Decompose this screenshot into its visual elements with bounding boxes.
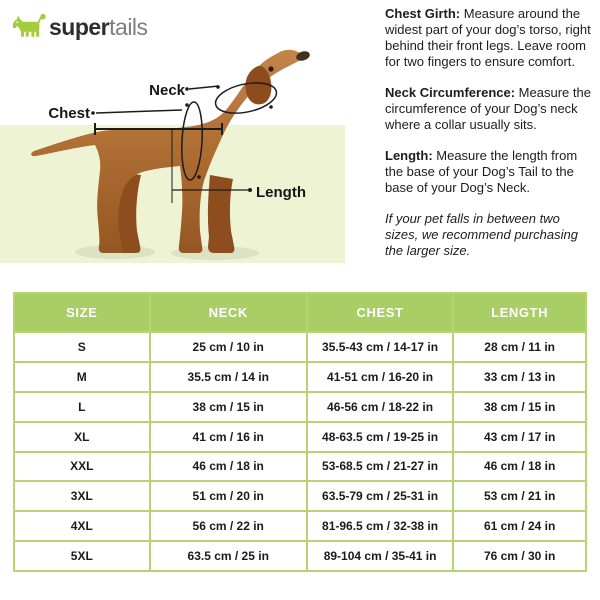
size-chart-table: [13, 292, 587, 572]
chest-girth-title: Chest Girth:: [385, 6, 461, 21]
table-row: [14, 511, 586, 541]
chest-cell: 63.5-79 cm / 25-31 in: [307, 481, 453, 511]
neck-cell: 38 cm / 15 in: [150, 392, 307, 422]
neck-circumference-title: Neck Circumference:: [385, 85, 516, 100]
size-cell: S: [14, 332, 150, 362]
size-cell: M: [14, 362, 150, 392]
neck-cell: 35.5 cm / 14 in: [150, 362, 307, 392]
size-cell: XXL: [14, 452, 150, 482]
header-size: SIZE: [14, 293, 150, 332]
length-cell: 46 cm / 18 in: [453, 452, 586, 482]
logo-word-tails: tails: [109, 13, 148, 40]
chest-cell: 35.5-43 cm / 14-17 in: [307, 332, 453, 362]
supertails-logo: [12, 12, 148, 42]
chest-label: Chest: [48, 105, 90, 122]
chest-cell: 48-63.5 cm / 19-25 in: [307, 422, 453, 452]
header-chest: CHEST: [307, 293, 453, 332]
size-cell: L: [14, 392, 150, 422]
length-cell: 38 cm / 15 in: [453, 392, 586, 422]
size-cell: 5XL: [14, 541, 150, 571]
chest-cell: 81-96.5 cm / 32-38 in: [307, 511, 453, 541]
neck-cell: 41 cm / 16 in: [150, 422, 307, 452]
table-header-row: [14, 293, 586, 332]
size-cell: XL: [14, 422, 150, 452]
neck-label: Neck: [149, 82, 185, 99]
neck-cell: 25 cm / 10 in: [150, 332, 307, 362]
table-row: [14, 481, 586, 511]
length-cell: 53 cm / 21 in: [453, 481, 586, 511]
header-neck: NECK: [150, 293, 307, 332]
table-row: [14, 452, 586, 482]
neck-cell: 56 cm / 22 in: [150, 511, 307, 541]
size-cell: 3XL: [14, 481, 150, 511]
size-cell: 4XL: [14, 511, 150, 541]
logo-wordmark: [49, 13, 148, 40]
length-cell: 61 cm / 24 in: [453, 511, 586, 541]
table-row: [14, 362, 586, 392]
table-row: [14, 332, 586, 362]
neck-circumference-text: Measure the circumference of your Dog’s neck where a collar usually sits.: [385, 85, 591, 132]
measuring-instructions: [385, 6, 593, 274]
length-cell: 33 cm / 13 in: [453, 362, 586, 392]
chest-cell: 89-104 cm / 35-41 in: [307, 541, 453, 571]
table-row: [14, 541, 586, 571]
neck-cell: 46 cm / 18 in: [150, 452, 307, 482]
dog-logo-icon: [12, 12, 46, 42]
sizing-note: If your pet falls in between two sizes, we recommend purchasing the larger size.: [385, 211, 578, 258]
chest-cell: 53-68.5 cm / 21-27 in: [307, 452, 453, 482]
dog-measurement-diagram: [0, 45, 380, 270]
chest-cell: 41-51 cm / 16-20 in: [307, 362, 453, 392]
length-label: Length: [256, 184, 306, 201]
length-cell: 43 cm / 17 in: [453, 422, 586, 452]
dog-eye: [268, 66, 273, 71]
chest-girth-paragraph: [385, 6, 593, 70]
length-paragraph: [385, 148, 593, 196]
length-cell: 28 cm / 11 in: [453, 332, 586, 362]
neck-cell: 63.5 cm / 25 in: [150, 541, 307, 571]
length-cell: 76 cm / 30 in: [453, 541, 586, 571]
header-length: LENGTH: [453, 293, 586, 332]
chest-girth-text: Measure around the widest part of your dog’s torso, right behind their front legs. Leave room for two fingers to ensure comfort.: [385, 6, 591, 69]
neck-circumference-paragraph: [385, 85, 593, 133]
chest-cell: 46-56 cm / 18-22 in: [307, 392, 453, 422]
length-title: Length:: [385, 148, 433, 163]
logo-word-super: super: [49, 13, 110, 40]
neck-cell: 51 cm / 20 in: [150, 481, 307, 511]
table-row: [14, 422, 586, 452]
table-row: [14, 392, 586, 422]
length-text: Measure the length from the base of your Dog’s Tail to the base of your Dog’s Neck.: [385, 148, 578, 195]
